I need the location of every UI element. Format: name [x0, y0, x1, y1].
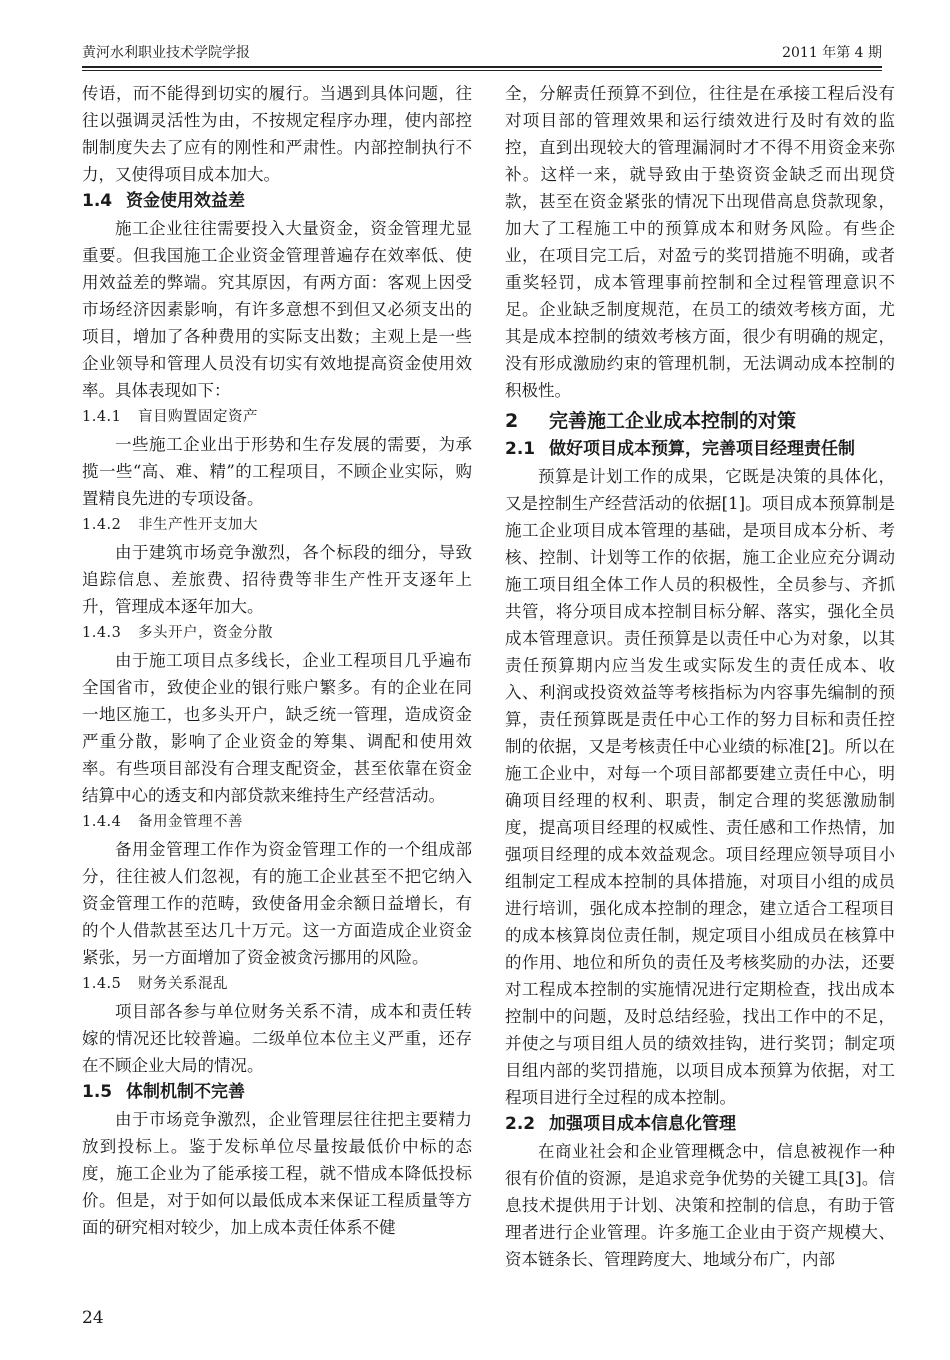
header-rule-thin: [82, 70, 882, 71]
subsection-heading-1-4-4: [82, 809, 472, 836]
section-heading-1-5: [82, 1079, 472, 1106]
paragraph: 全，分解责任预算不到位，往往是在承接工程后没有对项目部的管理效果和运行绩效进行及时有效的监控，直到出现较大的管理漏洞时才不得不用资金来弥补。这样一来，就导致由于垫资资金缺乏而出现贷款，甚至在资金紧张的情况下出现借高息贷款现象，加大了工程施工中的预算成本和财务风险。有些企业，在项目完工后，对盈亏的奖罚措施不明确，或者重奖轻罚，成本管理事前控制和全过程管理意识不足。企业缺乏制度规范，在员工的绩效考核方面，尤其是成本控制的绩效考核方面，很少有明确的规定，没有形成激励约束的管理机制，无法调动成本控制的积极性。: [505, 84, 895, 400]
section-title: 做好项目成本预算，完善项目经理责任制: [549, 439, 855, 459]
section-number: 1.4.4: [82, 814, 122, 830]
paragraph: 由于市场竞争激烈，企业管理层往往把主要精力放到投标上。鉴于发标单位尽量按最低价中标的态度，施工企业为了能承接工程，就不惜成本降低投标价。但是，对于如何以最低成本来保证工程质量等方面的研究相对较少，加上成本责任体系不健: [82, 1110, 472, 1237]
header-rule: [82, 66, 882, 68]
section-number: 1.4.5: [82, 976, 122, 992]
paragraph: 施工企业往往需要投入大量资金，资金管理尤显重要。但我国施工企业资金管理普遍存在效率低、使用效益差的弊端。究其原因，有两方面：客观上因受市场经济因素影响，有许多意想不到但又必须支出的项目，增加了各种费用的实际支出数；主观上是一些企业领导和管理人员没有切实有效地提高资金使用效率。具体表现如下：: [82, 219, 472, 400]
section-number: 1.4: [82, 191, 113, 211]
right-column: [505, 80, 895, 1273]
issue-label: 2011 年第 4 期: [782, 45, 882, 61]
paragraph: 备用金管理工作作为资金管理工作的一个组成部分，往往被人们忽视，有的施工企业甚至不把它纳入资金管理工作的范畴，致使备用金余额日益增长，有的个人借款甚至达几十万元。这一方面造成企业资金紧张，另一方面增加了资金被贪污挪用的风险。: [82, 840, 472, 967]
subsection-heading-1-4-2: [82, 512, 472, 539]
section-number: 2: [505, 410, 519, 432]
page-number: 24: [82, 1308, 104, 1328]
section-number: 1.5: [82, 1082, 113, 1102]
section-title: 资金使用效益差: [126, 191, 245, 211]
paragraph: 由于施工项目点多线长，企业工程项目几乎遍布全国省市，致使企业的银行账户繁多。有的企业在同一地区施工，也多头开户，缺乏统一管理，造成资金严重分散，影响了企业资金的筹集、调配和使用效率。有些项目部没有合理支配资金，甚至依靠在资金结算中心的透支和内部贷款来维持生产经营活动。: [82, 651, 472, 805]
section-heading-2-1: [505, 436, 895, 463]
subsection-heading-1-4-1: [82, 404, 472, 431]
paragraph: 在商业社会和企业管理概念中，信息被视作一种很有价值的资源，是追求竞争优势的关键工具[3]。信息技术提供用于计划、决策和控制的信息，有助于管理者进行企业管理。许多施工企业由于资产规模大、资本链条长、管理跨度大、地域分布广，内部: [505, 1142, 895, 1269]
section-title: 完善施工企业成本控制的对策: [549, 410, 797, 432]
section-title: 加强项目成本信息化管理: [549, 1114, 736, 1134]
section-heading-2-2: [505, 1111, 895, 1138]
section-heading-2: [505, 406, 895, 436]
section-number: 1.4.3: [82, 625, 122, 641]
paragraph: 由于建筑市场竞争激烈，各个标段的细分，导致追踪信息、差旅费、招待费等非生产性开支逐年上升，管理成本逐年加大。: [82, 543, 472, 616]
paragraph: 一些施工企业出于形势和生存发展的需要，为承揽一些“高、难、精”的工程项目，不顾企业实际，购置精良先进的专项设备。: [82, 435, 472, 508]
paragraph: 项目部各参与单位财务关系不清，成本和责任转嫁的情况还比较普遍。二级单位本位主义严重，还存在不顾企业大局的情况。: [82, 1002, 472, 1075]
section-title: 多头开户，资金分散: [138, 625, 273, 641]
section-number: 2.2: [505, 1114, 536, 1134]
section-heading-1-4: [82, 188, 472, 215]
left-column: [82, 80, 472, 1241]
paragraph: 预算是计划工作的成果，它既是决策的具体化，又是控制生产经营活动的依据[1]。项目成本预算制是施工企业项目成本管理的基础，是项目成本分析、考核、控制、计划等工作的依据，施工企业应充分调动施工项目组全体工作人员的积极性，全员参与、齐抓共管，将分项目成本控制目标分解、落实，强化全员成本管理意识。责任预算是以责任中心为对象，以其责任预算期内应当发生或实际发生的责任成本、收入、利润或投资效益等考核指标为内容事先编制的预算，责任预算既是责任中心工作的努力目标和责任控制的依据，又是考核责任中心业绩的标准[2]。所以在施工企业中，对每一个项目部都要建立责任中心，明确项目经理的权利、职责，制定合理的奖惩激励制度，提高项目经理的权威性、责任感和工作热情，加强项目经理的成本效益观念。项目经理应领导项目小组制定工程成本控制的具体措施，对项目小组的成员进行培训，强化成本控制的理念，建立适合工程项目的成本核算岗位责任制，规定项目小组成员在核算中的作用、地位和所负的责任及考核奖励的办法，还要对工程成本控制的实施情况进行定期检查，找出成本控制中的问题，及时总结经验，找出工作中的不足，并使之与项目组人员的绩效挂钩，进行奖罚；制定项目组内部的奖罚措施，以项目成本预算为依据，对工程项目进行全过程的成本控制。: [505, 467, 895, 1107]
section-title: 盲目购置固定资产: [138, 409, 258, 425]
paragraph: 传语，而不能得到切实的履行。当遇到具体问题，往往以强调灵活性为由，不按规定程序办理，使内部控制制度失去了应有的刚性和严肃性。内部控制执行不力，又使得项目成本加大。: [82, 84, 472, 184]
section-number: 1.4.1: [82, 409, 122, 425]
subsection-heading-1-4-5: [82, 971, 472, 998]
journal-name: 黄河水利职业技术学院学报: [82, 45, 250, 61]
section-title: 非生产性开支加大: [138, 517, 258, 533]
section-number: 1.4.2: [82, 517, 122, 533]
running-header: [82, 36, 882, 64]
section-title: 体制机制不完善: [126, 1082, 245, 1102]
section-title: 备用金管理不善: [138, 814, 243, 830]
subsection-heading-1-4-3: [82, 620, 472, 647]
section-number: 2.1: [505, 439, 536, 459]
section-title: 财务关系混乱: [138, 976, 228, 992]
